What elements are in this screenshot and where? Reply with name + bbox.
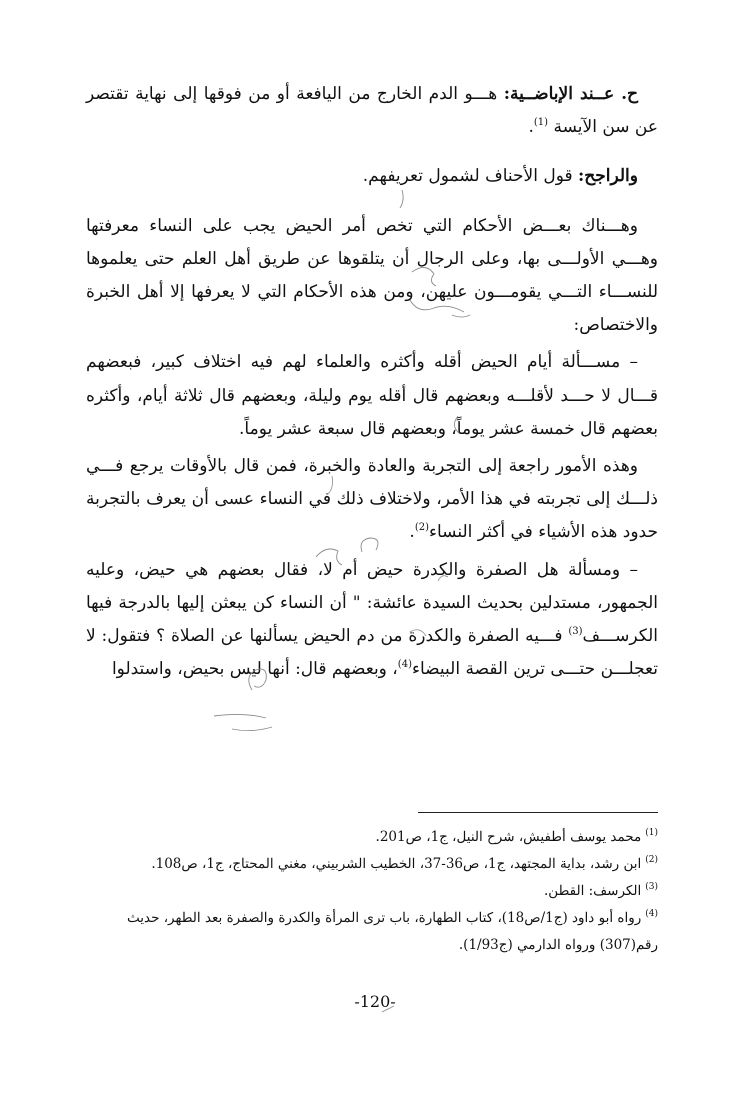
footnote-text: الكرسف: القطن. bbox=[544, 883, 642, 899]
body-text bbox=[86, 78, 658, 686]
footnote-number: (2) bbox=[645, 855, 658, 865]
footnote-ref: (2) bbox=[414, 522, 429, 534]
paragraph-umur bbox=[86, 450, 658, 550]
paragraph-ayyam bbox=[86, 346, 658, 446]
paragraph-tail: . bbox=[528, 117, 534, 138]
paragraph-sufra bbox=[86, 554, 658, 687]
paragraph-text: قول الأحناف لشمول تعريفهم. bbox=[362, 166, 579, 187]
paragraph-lead: والراجح: bbox=[578, 166, 638, 187]
paragraph-rajih bbox=[86, 160, 658, 193]
paragraph-text: فـــيه الصفرة والكدرة من دم الحيض يسألنها عن الصلاة ؟ فتقول: لا تعجلـــن حتـــى ترين القصة البيضاء bbox=[86, 626, 658, 680]
footnote-text: محمد يوسف أطفيش، شرح النيل، ج1، ص201. bbox=[375, 829, 642, 845]
footnote-text: ابن رشد، بداية المجتهد، ج1، ص36-37، الخطيب الشربيني، مغني المحتاج، ج1، ص108. bbox=[151, 856, 642, 872]
paragraph-text: هـــو الدم الخارج من اليافعة أو من فوقها إلى نهاية تقتصر عن سن الآيسة bbox=[86, 84, 658, 138]
footnote-number: (4) bbox=[645, 909, 658, 919]
paragraph-text: – مســـألة أيام الحيض أقله وأكثره والعلماء لهم فيه اختلاف كبير، فبعضهم قـــال لا حـــد لأقلـــه وبعضهم قال أقله يوم وليلة، وبعضهم قال ثلاثة أيام، وأكثره بعضهم قال خمسة عشر يوماً، وبعضهم قال سبعة عشر يوماً. bbox=[86, 352, 658, 439]
paragraph-ahkam bbox=[86, 210, 658, 343]
footnote-ref: (1) bbox=[533, 117, 549, 129]
footnotes bbox=[86, 824, 658, 959]
footnote-item bbox=[86, 905, 658, 959]
footnote-ref: (3) bbox=[568, 626, 583, 638]
paragraph-ibadiyya bbox=[86, 78, 658, 144]
footnote-number: (3) bbox=[645, 882, 658, 892]
paragraph-lead: ح. عــند الإباضــية: bbox=[503, 84, 638, 104]
footnote-item bbox=[86, 851, 658, 878]
pencil-mark bbox=[232, 727, 272, 731]
footnote-number: (1) bbox=[645, 828, 658, 838]
paragraph-text: ، وبعضهم قال: أنها ليس بحيض، واستدلوا bbox=[111, 659, 398, 680]
paragraph-text: – ومسألة هل الصفرة والكدرة حيض أم لا، فقال بعضهم هي حيض، وعليه الجمهور، مستدلين بحديث السيدة عائشة: " أن النساء كن يبعثن إليها بالدرجة فيها الكرســـف bbox=[86, 559, 658, 647]
footnote-ref: (4) bbox=[397, 659, 412, 671]
footnote-separator bbox=[418, 812, 658, 813]
paragraph-text: وهذه الأمور راجعة إلى التجربة والعادة والخبرة، فمن قال بالأوقات يرجع فـــي ذلـــك إلى تجربته في هذا الأمر، ولاختلاف ذلك في النساء عسى أن يعرف بالتجربة حدود هذه الأشياء في أكثر النساء bbox=[86, 456, 658, 543]
page-number: -120- bbox=[354, 992, 396, 1011]
paragraph-text: وهـــناك بعـــض الأحكام التي تخص أمر الحيض يجب على النساء معرفتها وهـــي الأولـــى بها، وعلى الرجال أن يتلقوها عن طريق أهل العلم حتى يعلموها للنســـاء التـــي يقومـــون عليهن، ومن هذه الأحكام التي لا يعرفها إلا أهل الخبرة والاختصاص: bbox=[86, 215, 658, 336]
paragraph-tail: . bbox=[409, 522, 415, 543]
footnote-text: رواه أبو داود (ج1/ص18)، كتاب الطهارة، باب ترى المرأة والكدرة والصفرة بعد الطهر، حديث رقم(307) ورواه الدارمي (ج1/93). bbox=[126, 910, 658, 953]
footnote-item bbox=[86, 878, 658, 905]
pencil-mark bbox=[214, 714, 266, 718]
footnote-item bbox=[86, 824, 658, 851]
